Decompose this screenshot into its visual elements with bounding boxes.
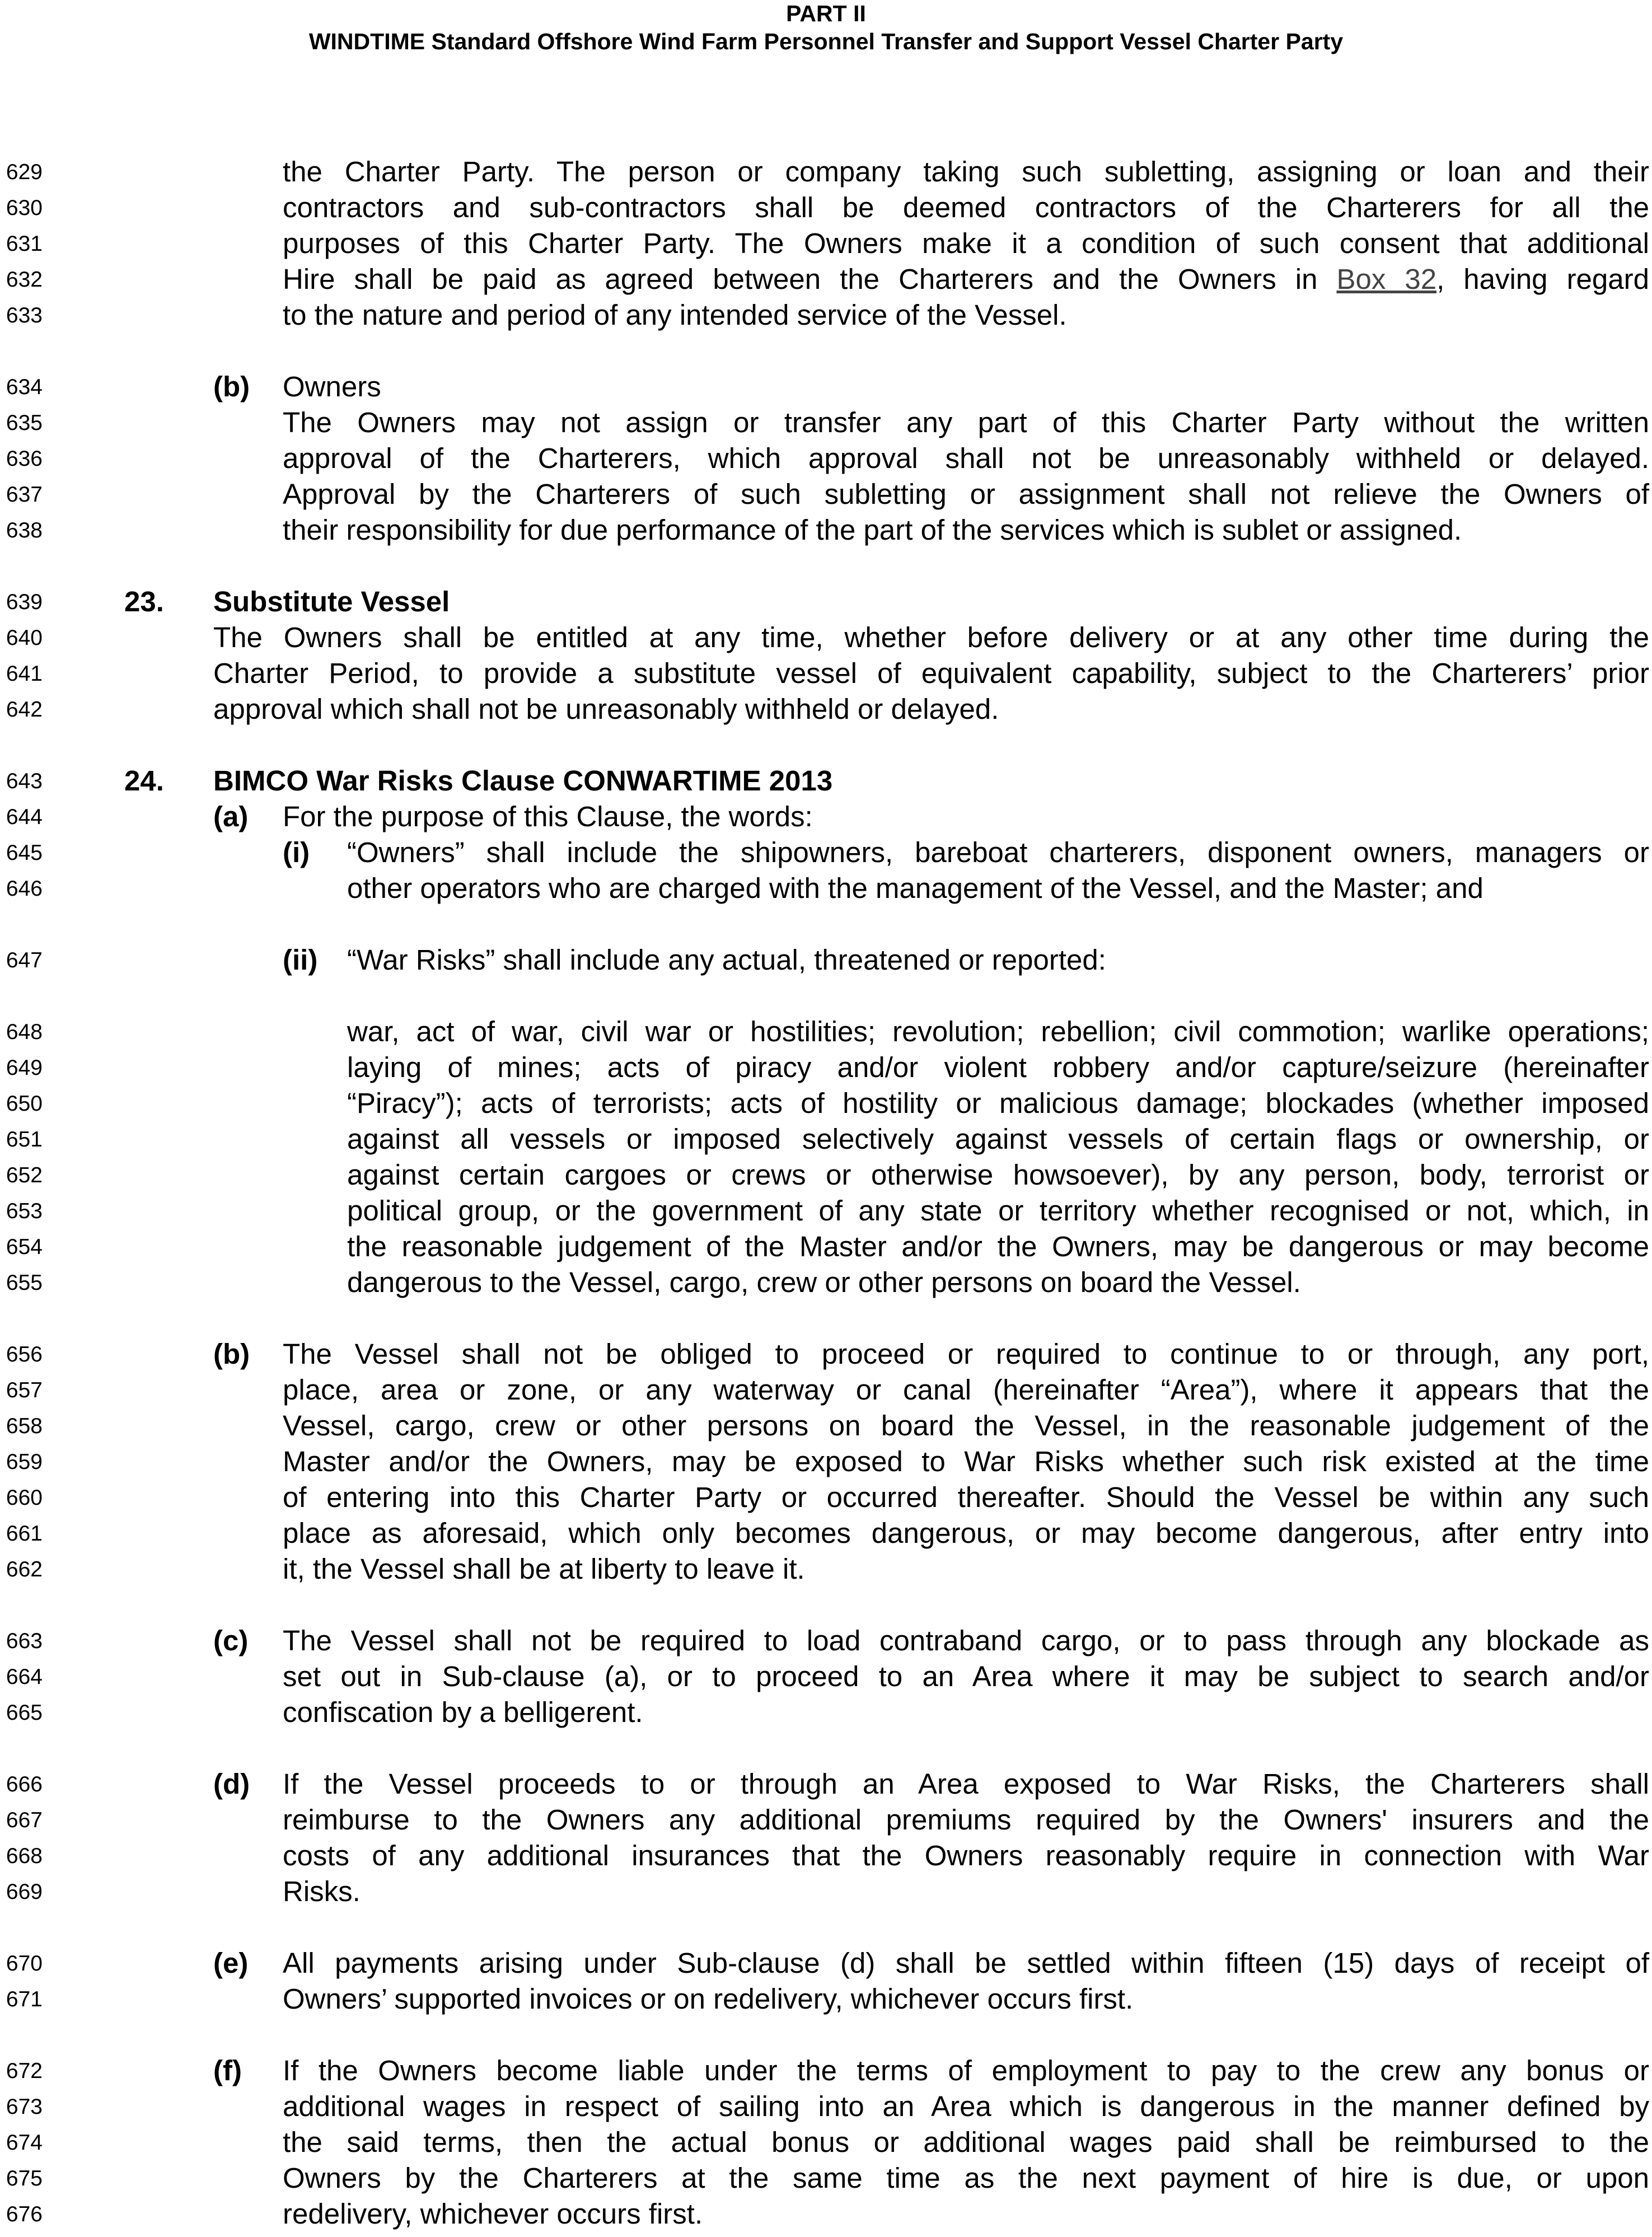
- subclause-label: (d): [213, 1768, 250, 1800]
- clause-text-line: The Owners may not assign or transfer any part of this Charter Party without the written: [283, 406, 1649, 438]
- clause-text-line: the Charter Party. The person or company taking such subletting, assigning or loan and their: [283, 156, 1649, 188]
- line-number: 646: [6, 877, 43, 901]
- clause-number: 24.: [124, 765, 164, 797]
- line-number: 633: [6, 303, 43, 327]
- line-number: 631: [6, 232, 43, 256]
- line-number: 640: [6, 626, 43, 650]
- clause-text-line: For the purpose of this Clause, the words:: [283, 801, 813, 832]
- clause-text-line: All payments arising under Sub-clause (d) shall be settled within fifteen (15) days of receipt of: [283, 1947, 1649, 1979]
- line-number: 672: [6, 2059, 43, 2083]
- line-number: 648: [6, 1020, 43, 1044]
- line-number: 666: [6, 1772, 43, 1796]
- clause-text-line: redelivery, whichever occurs first.: [283, 2198, 703, 2230]
- clause-text-line: other operators who are charged with the management of the Vessel, and the Master; and: [347, 872, 1483, 904]
- subclause-label: (c): [213, 1625, 249, 1656]
- line-number: 647: [6, 948, 43, 972]
- clause-title: Substitute Vessel: [213, 586, 450, 617]
- clause-text-line: their responsibility for due performance of the part of the services which is sublet or assigned.: [283, 514, 1462, 546]
- clause-number: 23.: [124, 586, 164, 617]
- subclause-label: (f): [213, 2055, 242, 2086]
- line-number: 635: [6, 411, 43, 435]
- line-number: 642: [6, 698, 43, 722]
- clause-text-line: against certain cargoes or crews or otherwise howsoever), by any person, body, terrorist or: [347, 1159, 1649, 1191]
- line-number: 637: [6, 483, 43, 507]
- clause-text-line: contractors and sub-contractors shall be deemed contractors of the Charterers for all the: [283, 191, 1649, 223]
- line-number: 667: [6, 1808, 43, 1832]
- clause-text-line: Master and/or the Owners, may be exposed to War Risks whether such risk existed at the time: [283, 1445, 1649, 1477]
- line-number: 654: [6, 1235, 43, 1259]
- clause-text-line: “Owners” shall include the shipowners, bareboat charterers, disponent owners, managers or: [347, 836, 1649, 868]
- document-title: WINDTIME Standard Offshore Wind Farm Personnel Transfer and Support Vessel Charter Party: [308, 29, 1344, 54]
- line-number: 669: [6, 1880, 43, 1904]
- line-number: 644: [6, 805, 43, 829]
- clause-text-line: costs of any additional insurances that the Owners reasonably require in connection with War: [283, 1840, 1649, 1871]
- clause-text-line: Charter Period, to provide a substitute vessel of equivalent capability, subject to the Charterers’ prior: [213, 657, 1649, 689]
- line-number: 658: [6, 1414, 43, 1438]
- line-number: 656: [6, 1342, 43, 1366]
- clause-text-line: Approval by the Charterers of such subletting or assignment shall not relieve the Owners of: [283, 478, 1649, 510]
- clause-text-line: approval which shall not be unreasonably withheld or delayed.: [213, 693, 999, 725]
- clause-text-line: purposes of this Charter Party. The Owners make it a condition of such consent that additional: [283, 227, 1649, 259]
- line-number: 638: [6, 518, 43, 542]
- line-number: 663: [6, 1629, 43, 1653]
- clause-text-line: Owners’ supported invoices or on redelivery, whichever occurs first.: [283, 1983, 1134, 2015]
- line-number: 643: [6, 769, 43, 793]
- clause-text-line: Owners by the Charterers at the same time as the next payment of hire is due, or upon: [283, 2162, 1649, 2194]
- clause-text-line: place as aforesaid, which only becomes dangerous, or may become dangerous, after entry into: [283, 1517, 1649, 1549]
- clause-text-line: political group, or the government of any state or territory whether recognised or not, which, in: [347, 1195, 1649, 1227]
- line-number: 652: [6, 1163, 43, 1187]
- subclause-label: (a): [213, 801, 249, 832]
- line-number: 670: [6, 1951, 43, 1976]
- line-number: 634: [6, 375, 43, 399]
- clause-text-segment: , having regard: [1436, 263, 1649, 295]
- line-number: 629: [6, 160, 43, 184]
- clause-text-line: reimburse to the Owners any additional premiums required by the Owners' insurers and the: [283, 1804, 1649, 1836]
- line-number: 662: [6, 1557, 43, 1581]
- line-number: 673: [6, 2095, 43, 2119]
- line-number: 651: [6, 1127, 43, 1152]
- line-number: 650: [6, 1092, 43, 1116]
- line-number: 639: [6, 590, 43, 614]
- clause-text-line: approval of the Charterers, which approval shall not be unreasonably withheld or delayed.: [283, 442, 1649, 474]
- clause-title: BIMCO War Risks Clause CONWARTIME 2013: [213, 765, 833, 797]
- box-32-link[interactable]: Box 32: [1336, 263, 1437, 295]
- line-number: 657: [6, 1378, 43, 1402]
- clause-text-line: place, area or zone, or any waterway or canal (hereinafter “Area”), where it appears that the: [283, 1374, 1649, 1406]
- clause-text-line: The Owners shall be entitled at any time, whether before delivery or at any other time during the: [213, 621, 1649, 653]
- line-number: 671: [6, 1987, 43, 2011]
- line-number: 632: [6, 268, 43, 292]
- line-number: 630: [6, 196, 43, 220]
- part-heading: PART II: [786, 1, 866, 26]
- clause-text-line: against all vessels or imposed selectively against vessels of certain flags or ownership, or: [347, 1123, 1649, 1155]
- clause-text-line: set out in Sub-clause (a), or to proceed to an Area where it may be subject to search and/or: [283, 1660, 1649, 1692]
- line-number: 668: [6, 1844, 43, 1868]
- line-number: 660: [6, 1486, 43, 1510]
- clause-text-line: of entering into this Charter Party or occurred thereafter. Should the Vessel be within any such: [283, 1481, 1649, 1513]
- clause-text-line: “War Risks” shall include any actual, threatened or reported:: [347, 944, 1106, 976]
- line-number: 645: [6, 841, 43, 865]
- item-label: (ii): [283, 944, 318, 976]
- line-number: 661: [6, 1522, 43, 1546]
- line-number: 649: [6, 1056, 43, 1080]
- line-number: 665: [6, 1701, 43, 1725]
- clause-text-line: additional wages in respect of sailing into an Area which is dangerous in the manner defined by: [283, 2090, 1649, 2122]
- line-number: 674: [6, 2131, 43, 2155]
- subclause-label: (e): [213, 1947, 249, 1979]
- line-number: 675: [6, 2166, 43, 2191]
- line-number: 653: [6, 1199, 43, 1223]
- clause-text-line: Risks.: [283, 1875, 361, 1907]
- clause-text-line: the reasonable judgement of the Master and/or the Owners, may be dangerous or may become: [347, 1230, 1649, 1262]
- clause-text-line: to the nature and period of any intended service of the Vessel.: [283, 299, 1067, 331]
- clause-text-line: laying of mines; acts of piracy and/or violent robbery and/or capture/seizure (hereinafter: [347, 1051, 1649, 1083]
- clause-text-line: [283, 261, 1649, 297]
- clause-text-line: The Vessel shall not be obliged to proceed or required to continue to or through, any port,: [283, 1338, 1649, 1370]
- subclause-label: (b): [213, 371, 250, 403]
- clause-text-line: the said terms, then the actual bonus or additional wages paid shall be reimbursed to the: [283, 2126, 1649, 2158]
- clause-text-line: Vessel, cargo, crew or other persons on board the Vessel, in the reasonable judgement of the: [283, 1410, 1649, 1442]
- subclause-label: (b): [213, 1338, 250, 1370]
- line-number: 636: [6, 447, 43, 471]
- item-label: (i): [283, 836, 310, 868]
- line-number: 655: [6, 1271, 43, 1295]
- clause-text-line: If the Owners become liable under the terms of employment to pay to the crew any bonus or: [283, 2055, 1649, 2086]
- clause-text-line: If the Vessel proceeds to or through an Area exposed to War Risks, the Charterers shall: [283, 1768, 1649, 1800]
- line-number: 676: [6, 2202, 43, 2226]
- line-number: 641: [6, 662, 43, 686]
- line-number: 659: [6, 1450, 43, 1474]
- line-number: 664: [6, 1665, 43, 1689]
- clause-text-line: it, the Vessel shall be at liberty to leave it.: [283, 1553, 805, 1585]
- clause-text-line: “Piracy”); acts of terrorists; acts of hostility or malicious damage; blockades (whether imposed: [347, 1087, 1649, 1119]
- subclause-title: Owners: [283, 371, 381, 403]
- clause-text-line: The Vessel shall not be required to load contraband cargo, or to pass through any blockade as: [283, 1625, 1649, 1656]
- clause-text-line: confiscation by a belligerent.: [283, 1696, 643, 1728]
- clause-text-line: war, act of war, civil war or hostilities; revolution; rebellion; civil commotion; warlike operations;: [347, 1015, 1649, 1047]
- clause-text-line: dangerous to the Vessel, cargo, crew or other persons on board the Vessel.: [347, 1266, 1301, 1298]
- clause-text-segment: Hire shall be paid as agreed between the Charterers and the Owners in: [283, 263, 1337, 295]
